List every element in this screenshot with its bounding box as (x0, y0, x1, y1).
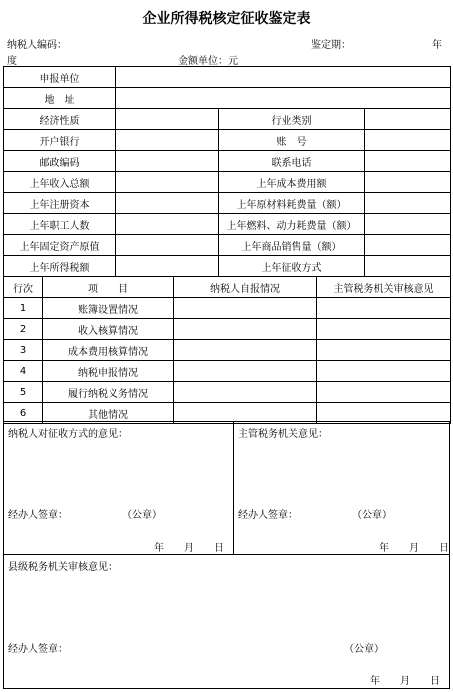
date-label: 年 月 日 (154, 543, 224, 554)
county-opinion-box[interactable] (3, 554, 450, 689)
last-collection-method-label: 上年征收方式 (219, 256, 365, 277)
self-report-field[interactable] (174, 298, 317, 319)
phone-field[interactable] (365, 151, 451, 172)
last-fuel-label: 上年燃料、动力耗费量（额） (219, 214, 365, 235)
last-fuel-field[interactable] (365, 214, 451, 235)
last-income-tax-field[interactable] (116, 256, 219, 277)
row-no: 1 (4, 298, 43, 319)
authority-review-field[interactable] (317, 340, 451, 361)
handler-sign-label: 经办人签章： (8, 510, 68, 521)
last-staff-field[interactable] (116, 214, 219, 235)
review-header-row (4, 277, 451, 298)
postcode-field[interactable] (116, 151, 219, 172)
address-label: 地 址 (4, 88, 116, 109)
row-no: 6 (4, 403, 43, 424)
row-item: 履行纳税义务情况 (43, 382, 174, 403)
last-income-label: 上年收入总额 (4, 172, 116, 193)
last-goods-sales-label: 上年商品销售量（额） (219, 235, 365, 256)
row-economic-nature (4, 109, 451, 130)
row-item: 其他情况 (43, 403, 174, 424)
handler-sign-label: 经办人签章： (238, 510, 298, 521)
bank-field[interactable] (116, 130, 219, 151)
applicant-field[interactable] (116, 67, 451, 88)
row-address (4, 88, 451, 109)
economic-nature-label: 经济性质 (4, 109, 116, 130)
last-fixed-assets-field[interactable] (116, 235, 219, 256)
authority-review-field[interactable] (317, 382, 451, 403)
handler-sign-label: 经办人签章： (8, 644, 68, 655)
row-no: 2 (4, 319, 43, 340)
row-item: 收入核算情况 (43, 319, 174, 340)
row-item: 账簿设置情况 (43, 298, 174, 319)
review-row (4, 361, 451, 382)
seal-label: （公章） (344, 644, 384, 655)
self-report-field[interactable] (174, 340, 317, 361)
row-item: 成本费用核算情况 (43, 340, 174, 361)
row-fixed-assets (4, 235, 451, 256)
county-opinion-label: 县级税务机关审核意见： (8, 562, 118, 573)
authority-opinion-label: 主管税务机关意见： (238, 429, 328, 440)
last-collection-method-field[interactable] (365, 256, 451, 277)
self-report-field[interactable] (174, 382, 317, 403)
row-applicant (4, 67, 451, 88)
row-item: 纳税申报情况 (43, 361, 174, 382)
authority-review-field[interactable] (317, 298, 451, 319)
last-capital-label: 上年注册资本 (4, 193, 116, 214)
bank-label: 开户银行 (4, 130, 116, 151)
year-label: 年 (432, 40, 442, 51)
postcode-label: 邮政编码 (4, 151, 116, 172)
row-income (4, 172, 451, 193)
seal-label: （公章） (352, 510, 392, 521)
account-field[interactable] (365, 130, 451, 151)
phone-label: 联系电话 (219, 151, 365, 172)
authority-review-field[interactable] (317, 319, 451, 340)
row-staff (4, 214, 451, 235)
review-row (4, 298, 451, 319)
last-raw-material-field[interactable] (365, 193, 451, 214)
economic-nature-field[interactable] (116, 109, 219, 130)
header-item: 项 目 (43, 277, 174, 298)
last-cost-field[interactable] (365, 172, 451, 193)
row-income-tax (4, 256, 451, 277)
taxpayer-opinion-label: 纳税人对征收方式的意见： (8, 429, 128, 440)
review-row (4, 382, 451, 403)
header-self-report: 纳税人自报情况 (174, 277, 317, 298)
address-field[interactable] (116, 88, 451, 109)
appraisal-period-label: 鉴定期： (311, 40, 351, 51)
row-no: 5 (4, 382, 43, 403)
last-cost-label: 上年成本费用额 (219, 172, 365, 193)
row-capital (4, 193, 451, 214)
header-row-no: 行次 (4, 277, 43, 298)
last-capital-field[interactable] (116, 193, 219, 214)
last-income-tax-label: 上年所得税额 (4, 256, 116, 277)
review-row (4, 319, 451, 340)
row-no: 4 (4, 361, 43, 382)
taxpayer-opinion-box[interactable] (3, 421, 234, 555)
review-row (4, 340, 451, 361)
amount-unit-label: 金额单位：元 (178, 56, 238, 67)
row-postcode (4, 151, 451, 172)
seal-label: （公章） (122, 510, 162, 521)
last-fixed-assets-label: 上年固定资产原值 (4, 235, 116, 256)
self-report-field[interactable] (174, 361, 317, 382)
header-authority-review: 主管税务机关审核意见 (317, 277, 451, 298)
basic-info-and-review-table (3, 66, 451, 424)
account-label: 账 号 (219, 130, 365, 151)
self-report-field[interactable] (174, 319, 317, 340)
last-goods-sales-field[interactable] (365, 235, 451, 256)
last-income-field[interactable] (116, 172, 219, 193)
authority-opinion-box[interactable] (233, 421, 450, 555)
taxpayer-no-label: 纳税人编码： (7, 40, 67, 51)
date-label: 年 月 日 (370, 676, 440, 687)
last-raw-material-label: 上年原材料耗费量（额） (219, 193, 365, 214)
row-bank (4, 130, 451, 151)
date-label: 年 月 日 (379, 543, 449, 554)
form-title: 企业所得税核定征收鉴定表 (142, 11, 311, 27)
industry-field[interactable] (365, 109, 451, 130)
last-staff-label: 上年职工人数 (4, 214, 116, 235)
year-suffix-label: 度 (7, 56, 17, 67)
row-no: 3 (4, 340, 43, 361)
applicant-label: 申报单位 (4, 67, 116, 88)
authority-review-field[interactable] (317, 361, 451, 382)
industry-label: 行业类别 (219, 109, 365, 130)
